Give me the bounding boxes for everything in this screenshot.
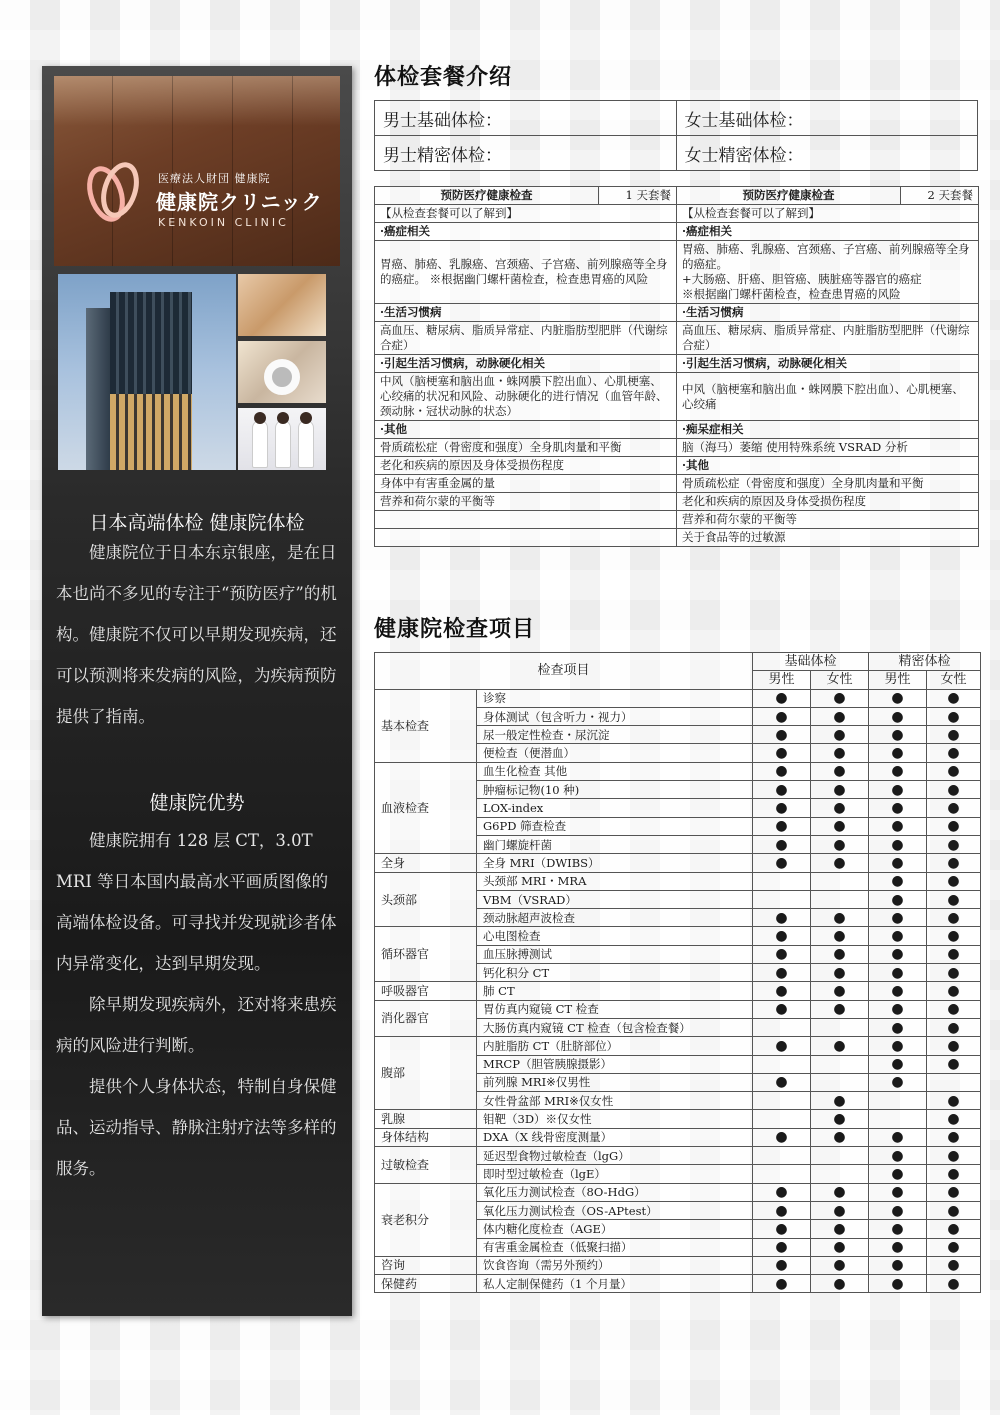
exam-mark-cell: ● <box>927 1183 981 1201</box>
exam-item-name: 身体测试（包含听力・视力） <box>477 707 753 725</box>
exam-mark-cell: ● <box>811 1110 869 1128</box>
exam-mark-cell <box>753 890 811 908</box>
exam-mark-cell: ● <box>927 835 981 853</box>
exam-mark-cell: ● <box>811 1000 869 1018</box>
exam-mark-cell <box>753 1055 811 1073</box>
exam-mark-cell: ● <box>869 927 927 945</box>
exams-title: 健康院检查项目 <box>374 616 536 642</box>
sign-en: KENKOIN CLINIC <box>158 216 289 229</box>
exam-mark-cell: ● <box>811 945 869 963</box>
exam-mark-cell: ● <box>753 707 811 725</box>
table-row <box>375 1128 981 1146</box>
exam-item-name: 头颈部 MRI・MRA <box>477 872 753 890</box>
course-right-cell: ·癌症相关 <box>677 223 979 241</box>
exam-category: 全身 <box>375 854 477 872</box>
exam-mark-cell: ● <box>927 781 981 799</box>
table-row <box>375 1183 981 1201</box>
packages-table <box>374 100 978 171</box>
exam-mark-cell: ● <box>869 1147 927 1165</box>
table-row <box>375 1037 981 1055</box>
course-right-cell: ·生活习惯病 <box>677 304 979 322</box>
course-left-cell <box>375 529 677 547</box>
exam-item-name: 诊察 <box>477 689 753 707</box>
exam-category: 乳腺 <box>375 1110 477 1128</box>
table-row <box>375 689 981 707</box>
course-row <box>375 529 979 547</box>
exam-category: 过敏检查 <box>375 1147 477 1184</box>
exam-mark-cell: ● <box>869 817 927 835</box>
exam-category: 衰老积分 <box>375 1183 477 1256</box>
exam-item-name: 延迟型食物过敏检查（lgG） <box>477 1147 753 1165</box>
exam-mark-cell: ● <box>927 762 981 780</box>
exam-mark-cell <box>869 1092 927 1110</box>
exam-mark-cell: ● <box>869 799 927 817</box>
col-basic-male: 男性 <box>753 671 811 689</box>
exam-mark-cell <box>811 1055 869 1073</box>
exam-mark-cell: ● <box>927 1256 981 1274</box>
exam-item-name: 心电图检查 <box>477 927 753 945</box>
exam-mark-cell: ● <box>869 890 927 908</box>
table-row <box>375 1110 981 1128</box>
exam-mark-cell: ● <box>869 835 927 853</box>
exam-mark-cell: ● <box>927 1128 981 1146</box>
exam-mark-cell: ● <box>869 945 927 963</box>
exam-mark-cell: ● <box>927 1018 981 1036</box>
exam-mark-cell: ● <box>869 1000 927 1018</box>
exam-mark-cell: ● <box>811 982 869 1000</box>
course-left-cell: ·生活习惯病 <box>375 304 677 322</box>
package-cell: 女士精密体检： <box>676 136 978 171</box>
table-row <box>375 1256 981 1274</box>
exam-category: 基本检查 <box>375 689 477 762</box>
course-row <box>375 493 979 511</box>
exam-mark-cell: ● <box>753 1238 811 1256</box>
exam-mark-cell: ● <box>927 1220 981 1238</box>
course-left-cell: 营养和荷尔蒙的平衡等 <box>375 493 677 511</box>
exam-mark-cell <box>811 1073 869 1091</box>
col-premium-female: 女性 <box>927 671 981 689</box>
exam-mark-cell: ● <box>869 744 927 762</box>
course-row <box>375 511 979 529</box>
exam-mark-cell: ● <box>811 1201 869 1219</box>
exam-mark-cell: ● <box>753 1220 811 1238</box>
exam-mark-cell: ● <box>869 1165 927 1183</box>
table-row <box>375 1000 981 1018</box>
course-left-cell: ·其他 <box>375 421 677 439</box>
exam-mark-cell: ● <box>811 799 869 817</box>
exam-item-name: 尿一般定性检查・尿沉淀 <box>477 726 753 744</box>
course-right-cell: ·其他 <box>677 457 979 475</box>
exam-mark-cell: ● <box>753 781 811 799</box>
course-left-cell: 中风（脑梗塞和脑出血・蛛网膜下腔出血）、心肌梗塞、心绞痛的状况和风险、动脉硬化的进行情况（血管年龄、颈动脉・冠状动脉的状态） <box>375 373 677 421</box>
exam-mark-cell: ● <box>869 1256 927 1274</box>
course-right-cell: 中风（脑梗塞和脑出血・蛛网膜下腔出血）、心肌梗塞、心绞痛 <box>677 373 979 421</box>
exam-mark-cell: ● <box>927 982 981 1000</box>
exam-mark-cell: ● <box>927 689 981 707</box>
exam-mark-cell: ● <box>927 744 981 762</box>
clinic-sign-photo <box>54 76 340 266</box>
course-left-cell: 胃癌、肺癌、乳腺癌、宫颈癌、子宫癌、前列腺癌等全身的癌症。 ※根据幽门螺杆菌检查，检查患胃癌的风险 <box>375 241 677 304</box>
lobby-photo <box>238 274 326 336</box>
exam-mark-cell: ● <box>753 1128 811 1146</box>
exam-item-name: 饮食咨询（需另外预约） <box>477 1256 753 1274</box>
exam-mark-cell: ● <box>869 781 927 799</box>
col-item: 检查项目 <box>375 653 753 690</box>
exam-mark-cell: ● <box>811 964 869 982</box>
exam-mark-cell <box>811 872 869 890</box>
exam-mark-cell: ● <box>927 1055 981 1073</box>
exam-item-name: 胃仿真内窥镜 CT 检查 <box>477 1000 753 1018</box>
exam-mark-cell: ● <box>753 1037 811 1055</box>
exam-item-name: VBM（VSRAD） <box>477 890 753 908</box>
col-premium-male: 男性 <box>869 671 927 689</box>
exam-mark-cell: ● <box>811 1238 869 1256</box>
clinic-logo-icon <box>84 156 142 226</box>
exam-item-name: DXA（X 线骨密度测量） <box>477 1128 753 1146</box>
course-row <box>375 304 979 322</box>
sidebar <box>42 66 352 1316</box>
exam-mark-cell: ● <box>869 1018 927 1036</box>
exam-mark-cell <box>811 1147 869 1165</box>
sidebar-para-4: 提供个人身体状态，特制自身保健品、运动指导、静脉注射疗法等多样的服务。 <box>56 1077 337 1178</box>
exam-mark-cell: ● <box>753 799 811 817</box>
sign-org: 医療法人財団 健康院 <box>158 172 271 185</box>
exam-mark-cell: ● <box>811 1092 869 1110</box>
exam-mark-cell: ● <box>753 854 811 872</box>
exam-item-name: 便检查（便潜血） <box>477 744 753 762</box>
course-right-cell: 脑（海马）萎缩 使用特殊系统 VSRAD 分析 <box>677 439 979 457</box>
exam-mark-cell: ● <box>753 945 811 963</box>
exam-mark-cell: ● <box>869 689 927 707</box>
course-left-cell: 身体中有害重金属的量 <box>375 475 677 493</box>
col-basic-female: 女性 <box>811 671 869 689</box>
exam-mark-cell: ● <box>927 726 981 744</box>
course-left-cell: 老化和疾病的原因及身体受损伤程度 <box>375 457 677 475</box>
exam-item-name: 女性骨盆部 MRI※仅女性 <box>477 1092 753 1110</box>
exam-mark-cell: ● <box>753 726 811 744</box>
exam-mark-cell: ● <box>811 909 869 927</box>
exam-category: 消化器官 <box>375 1000 477 1037</box>
package-cell: 男士基础体检： <box>375 101 677 136</box>
exam-mark-cell: ● <box>869 1037 927 1055</box>
exam-mark-cell: ● <box>869 1220 927 1238</box>
exam-category: 身体结构 <box>375 1128 477 1146</box>
exam-mark-cell: ● <box>869 909 927 927</box>
exam-mark-cell: ● <box>811 817 869 835</box>
exam-mark-cell: ● <box>927 799 981 817</box>
exam-mark-cell: ● <box>869 707 927 725</box>
exam-mark-cell: ● <box>811 1275 869 1293</box>
exam-mark-cell: ● <box>869 1055 927 1073</box>
table-row <box>375 854 981 872</box>
exam-mark-cell: ● <box>753 817 811 835</box>
table-row <box>375 872 981 890</box>
exam-item-name: MRCP（胆管胰腺摄影） <box>477 1055 753 1073</box>
exam-mark-cell: ● <box>869 1128 927 1146</box>
course-row <box>375 223 979 241</box>
exam-category: 咨询 <box>375 1256 477 1274</box>
exam-mark-cell: ● <box>869 854 927 872</box>
course-left-cell: ·引起生活习惯病，动脉硬化相关 <box>375 355 677 373</box>
course-intro-left: 【从检查套餐可以了解到】 <box>375 205 677 223</box>
sidebar-title-1: 日本高端体检 健康院体检 <box>89 512 305 534</box>
package-cell: 女士基础体检： <box>676 101 978 136</box>
sidebar-title-2: 健康院优势 <box>149 792 245 814</box>
exam-mark-cell: ● <box>869 1201 927 1219</box>
exam-mark-cell: ● <box>753 927 811 945</box>
exam-mark-cell: ● <box>927 1092 981 1110</box>
exam-mark-cell: ● <box>927 1238 981 1256</box>
exam-item-name: 即时型过敏检查（lgE） <box>477 1165 753 1183</box>
exam-mark-cell: ● <box>869 1183 927 1201</box>
exam-mark-cell: ● <box>753 1000 811 1018</box>
table-row <box>375 1275 981 1293</box>
exam-mark-cell <box>811 1165 869 1183</box>
exam-category: 血液检查 <box>375 762 477 853</box>
col-basic: 基础体检 <box>753 653 869 671</box>
exam-mark-cell: ● <box>753 1275 811 1293</box>
course-row <box>375 475 979 493</box>
exam-mark-cell: ● <box>927 1165 981 1183</box>
exam-mark-cell <box>753 1110 811 1128</box>
exam-mark-cell: ● <box>753 1201 811 1219</box>
course-tag-right: 2 天套餐 <box>901 187 979 205</box>
exam-mark-cell: ● <box>927 964 981 982</box>
exam-mark-cell: ● <box>927 1110 981 1128</box>
course-table <box>374 186 979 547</box>
course-row <box>375 457 979 475</box>
exam-mark-cell: ● <box>811 1128 869 1146</box>
exam-item-name: LOX-index <box>477 799 753 817</box>
exam-mark-cell <box>753 1165 811 1183</box>
table-row <box>375 762 981 780</box>
building-photo <box>58 274 236 470</box>
exam-mark-cell: ● <box>811 1256 869 1274</box>
exam-item-name: 血压脉搏测试 <box>477 945 753 963</box>
exam-mark-cell: ● <box>811 707 869 725</box>
course-row <box>375 355 979 373</box>
exam-item-name: 内脏脂肪 CT（肚脐部位） <box>477 1037 753 1055</box>
exam-mark-cell: ● <box>811 781 869 799</box>
course-row <box>375 439 979 457</box>
course-right-cell: 高血压、糖尿病、脂质异常症、内脏脂肪型肥胖（代谢综合症） <box>677 322 979 355</box>
exam-mark-cell: ● <box>927 1000 981 1018</box>
exam-item-name: 肿瘤标记物(10 种) <box>477 781 753 799</box>
exam-mark-cell <box>811 1018 869 1036</box>
exam-mark-cell: ● <box>927 872 981 890</box>
exam-mark-cell: ● <box>927 909 981 927</box>
exam-mark-cell: ● <box>869 872 927 890</box>
course-left-cell <box>375 511 677 529</box>
sidebar-para-1: 健康院位于日本东京银座，是在日本也尚不多见的专注于“预防医疗”的机构。健康院不仅可以早期发现疾病，还可以预测将来发病的风险，为疾病预防提供了指南。 <box>56 543 337 726</box>
exam-mark-cell: ● <box>811 744 869 762</box>
exam-mark-cell: ● <box>869 982 927 1000</box>
course-header-left: 预防医疗健康检查 <box>375 187 599 205</box>
course-left-cell: 骨质疏松症（骨密度和强度）全身肌肉量和平衡 <box>375 439 677 457</box>
exam-item-name: 氧化压力测试检查（OS-APtest） <box>477 1201 753 1219</box>
sidebar-para-3: 除早期发现疾病外，还对将来患疾病的风险进行判断。 <box>56 995 337 1055</box>
exam-mark-cell: ● <box>811 1183 869 1201</box>
course-left-cell: 高血压、糖尿病、脂质异常症、内脏脂肪型肥胖（代谢综合症） <box>375 322 677 355</box>
exam-category: 腹部 <box>375 1037 477 1110</box>
exam-mark-cell: ● <box>753 744 811 762</box>
course-intro-right: 【从检查套餐可以了解到】 <box>677 205 979 223</box>
exam-mark-cell: ● <box>811 1037 869 1055</box>
course-row <box>375 322 979 355</box>
exam-item-name: 血生化检查 其他 <box>477 762 753 780</box>
exam-mark-cell: ● <box>869 1275 927 1293</box>
course-right-cell: 老化和疾病的原因及身体受损伤程度 <box>677 493 979 511</box>
exam-category: 头颈部 <box>375 872 477 927</box>
exam-mark-cell <box>753 1147 811 1165</box>
exam-mark-cell: ● <box>753 762 811 780</box>
staff-photo <box>238 408 326 470</box>
table-row <box>375 982 981 1000</box>
table-row <box>375 1147 981 1165</box>
exam-mark-cell: ● <box>753 964 811 982</box>
exam-mark-cell: ● <box>811 726 869 744</box>
exam-mark-cell <box>811 890 869 908</box>
exam-mark-cell: ● <box>753 982 811 1000</box>
exam-mark-cell <box>753 872 811 890</box>
exam-mark-cell: ● <box>753 909 811 927</box>
exam-mark-cell: ● <box>927 854 981 872</box>
exam-mark-cell: ● <box>869 1238 927 1256</box>
sign-name: 健康院クリニック <box>156 190 323 214</box>
exam-mark-cell: ● <box>927 945 981 963</box>
course-right-cell: 关于食品等的过敏源 <box>677 529 979 547</box>
exam-mark-cell: ● <box>811 927 869 945</box>
exam-item-name: 体内糖化度检查（AGE） <box>477 1220 753 1238</box>
exam-item-name: 幽门螺旋杆菌 <box>477 835 753 853</box>
exam-category: 循环器官 <box>375 927 477 982</box>
exam-item-name: 钙化积分 CT <box>477 964 753 982</box>
course-left-cell: ·癌症相关 <box>375 223 677 241</box>
sidebar-para-2: 健康院拥有 128 层 CT，3.0T MRI 等日本国内最高水平画质图像的高端体检设备。可寻找并发现就诊者体内异常变化，达到早期发现。 <box>56 831 337 973</box>
course-row <box>375 421 979 439</box>
exam-category: 保健药 <box>375 1275 477 1293</box>
exam-mark-cell: ● <box>927 817 981 835</box>
exam-mark-cell: ● <box>927 890 981 908</box>
exam-item-name: 有害重金属检查（低聚扫描） <box>477 1238 753 1256</box>
exam-mark-cell <box>753 1018 811 1036</box>
exam-mark-cell: ● <box>811 835 869 853</box>
course-right-cell: ·痴呆症相关 <box>677 421 979 439</box>
col-premium: 精密体检 <box>869 653 981 671</box>
course-right-cell: 营养和荷尔蒙的平衡等 <box>677 511 979 529</box>
exam-mark-cell: ● <box>869 762 927 780</box>
exam-mark-cell: ● <box>811 854 869 872</box>
exam-mark-cell: ● <box>811 1220 869 1238</box>
exam-mark-cell <box>927 1073 981 1091</box>
exam-item-name: 全身 MRI（DWIBS） <box>477 854 753 872</box>
exam-item-name: 私人定制保健药（1 个月量） <box>477 1275 753 1293</box>
course-right-cell: ·引起生活习惯病，动脉硬化相关 <box>677 355 979 373</box>
exam-item-name: 颈动脉超声波检查 <box>477 909 753 927</box>
exam-item-name: 氧化压力测试检查（8O-HdG） <box>477 1183 753 1201</box>
exam-mark-cell: ● <box>869 1073 927 1091</box>
exam-mark-cell: ● <box>869 726 927 744</box>
exam-item-name: 前列腺 MRI※仅男性 <box>477 1073 753 1091</box>
mri-room-photo <box>238 341 326 403</box>
exam-item-name: 钼靶（3D）※仅女性 <box>477 1110 753 1128</box>
table-row <box>375 927 981 945</box>
course-tag-left: 1 天套餐 <box>599 187 677 205</box>
exam-mark-cell: ● <box>927 707 981 725</box>
exam-mark-cell <box>869 1110 927 1128</box>
exam-item-name: G6PD 筛查检查 <box>477 817 753 835</box>
exam-mark-cell: ● <box>753 1256 811 1274</box>
course-right-cell: 骨质疏松症（骨密度和强度）全身肌肉量和平衡 <box>677 475 979 493</box>
package-cell: 男士精密体检： <box>375 136 677 171</box>
exam-mark-cell: ● <box>753 1073 811 1091</box>
exam-mark-cell: ● <box>811 762 869 780</box>
exam-mark-cell: ● <box>753 835 811 853</box>
exam-mark-cell: ● <box>927 1037 981 1055</box>
exam-mark-cell: ● <box>927 1275 981 1293</box>
exam-mark-cell <box>753 1092 811 1110</box>
course-row <box>375 373 979 421</box>
course-right-cell: 胃癌、肺癌、乳腺癌、宫颈癌、子宫癌、前列腺癌等全身的癌症。 +大肠癌、肝癌、胆管癌、胰脏癌等器官的癌症 ※根据幽门螺杆菌检查，检查患胃癌的风险 <box>677 241 979 304</box>
exam-mark-cell: ● <box>753 1183 811 1201</box>
exam-mark-cell: ● <box>811 689 869 707</box>
exam-mark-cell: ● <box>927 1147 981 1165</box>
course-row <box>375 241 979 304</box>
exam-mark-cell: ● <box>927 927 981 945</box>
course-header-right: 预防医疗健康检查 <box>677 187 901 205</box>
exam-mark-cell: ● <box>753 689 811 707</box>
exam-mark-cell: ● <box>869 964 927 982</box>
exam-category: 呼吸器官 <box>375 982 477 1000</box>
exam-item-name: 大肠仿真内窥镜 CT 检查（包含检查餐） <box>477 1018 753 1036</box>
exam-item-name: 肺 CT <box>477 982 753 1000</box>
exam-mark-cell: ● <box>927 1201 981 1219</box>
exam-table <box>374 652 981 1293</box>
packages-title: 体检套餐介绍 <box>374 64 513 90</box>
